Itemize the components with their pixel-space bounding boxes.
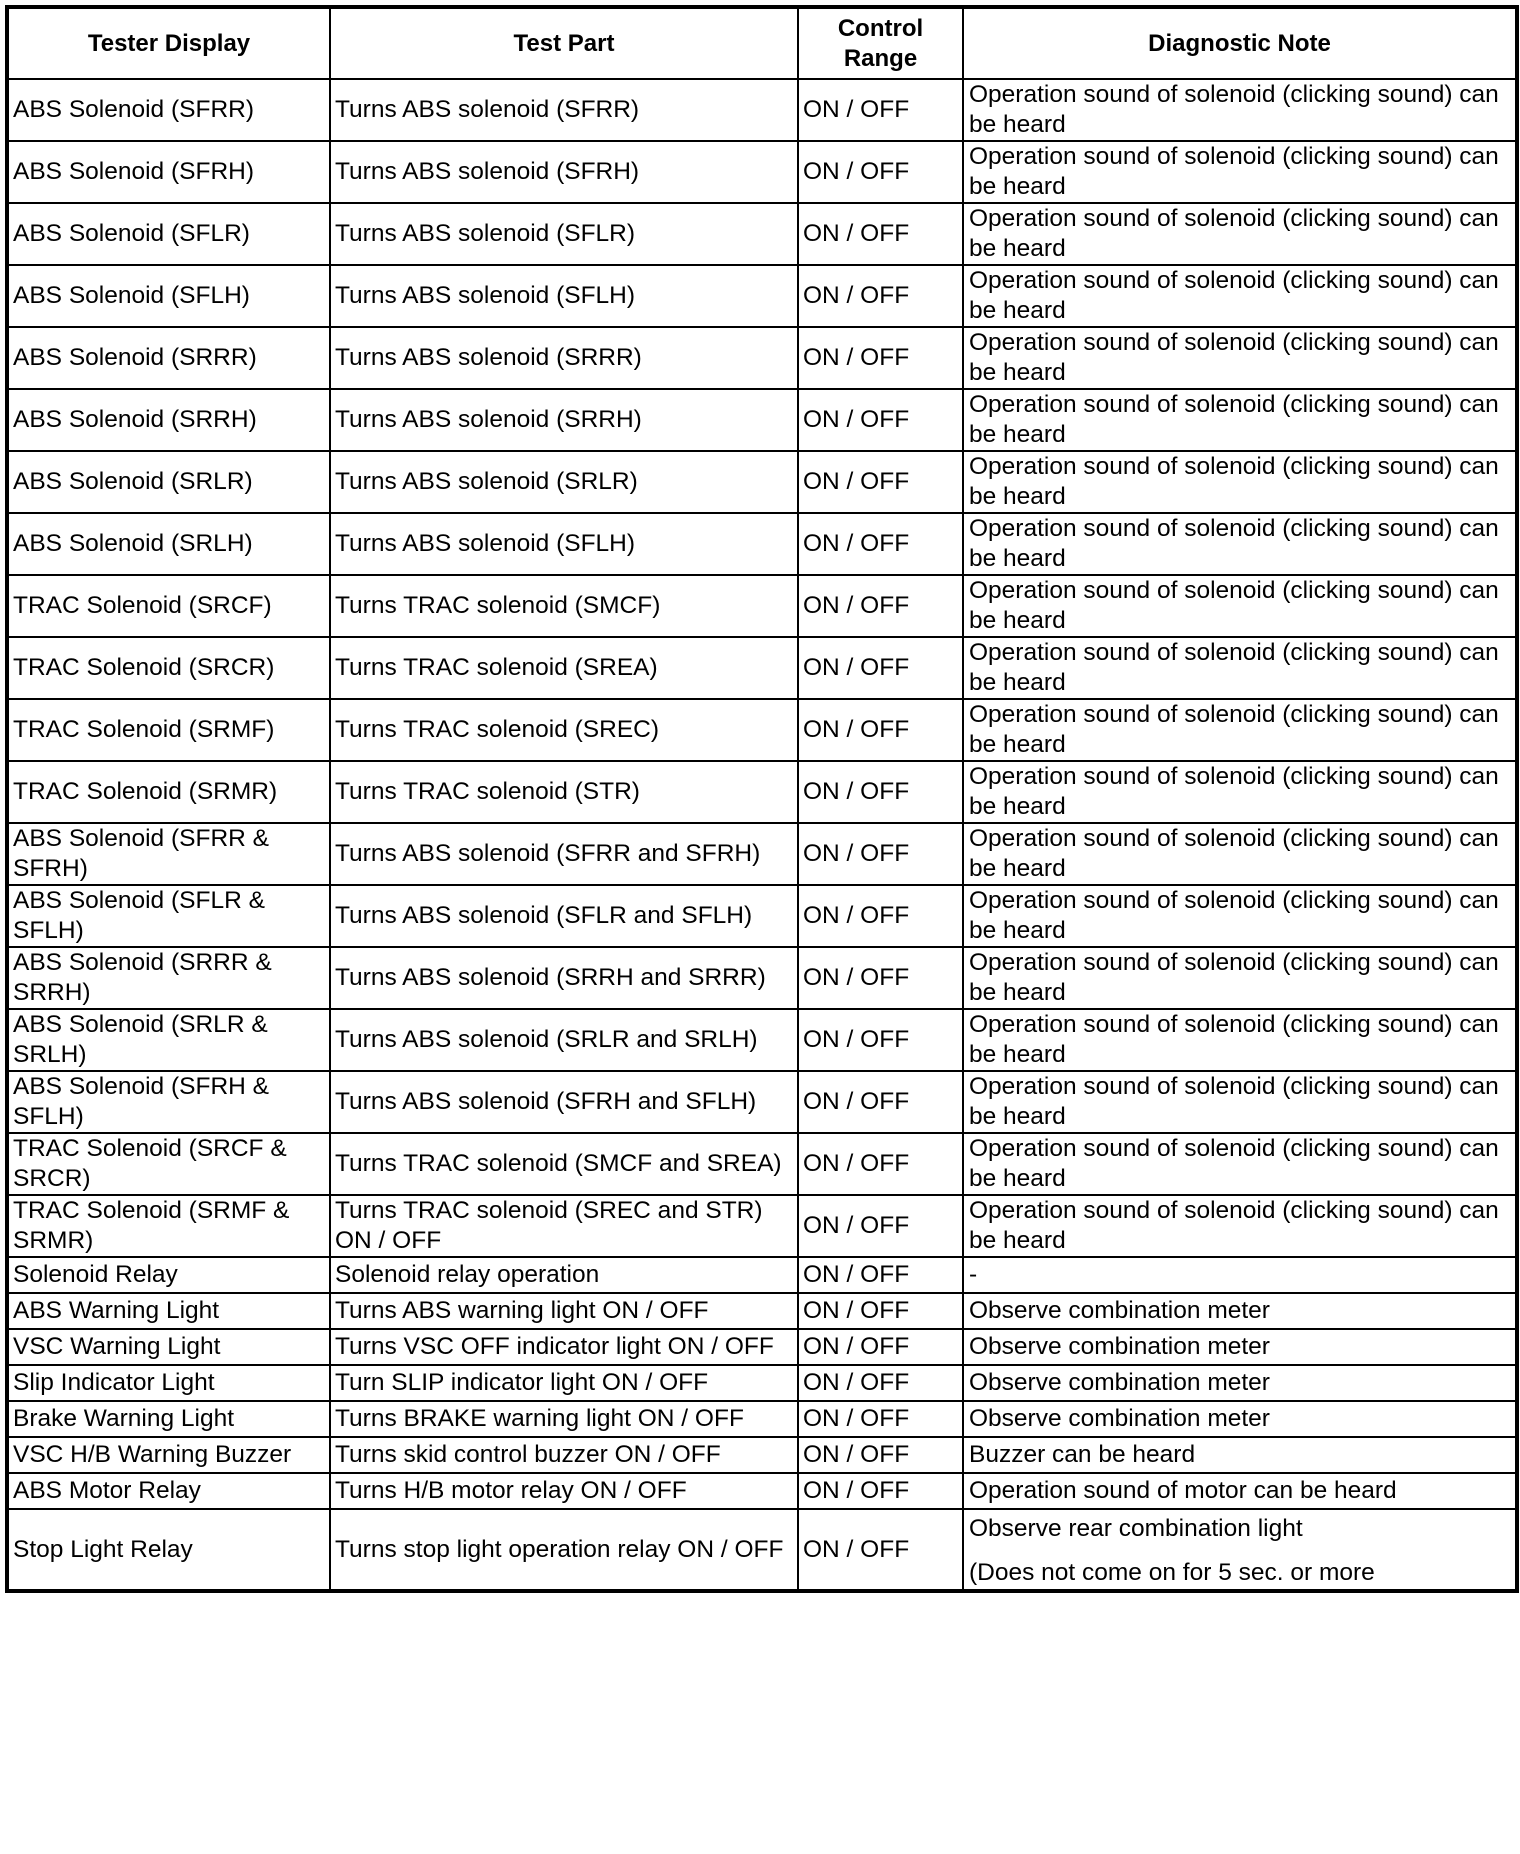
cell-diagnostic-note: Observe combination meter (963, 1365, 1517, 1401)
cell-control-range: ON / OFF (798, 141, 963, 203)
cell-test-part: Turns stop light operation relay ON / OFF (330, 1509, 798, 1591)
cell-tester-display: TRAC Solenoid (SRMF & SRMR) (7, 1195, 330, 1257)
cell-tester-display: VSC Warning Light (7, 1329, 330, 1365)
cell-diagnostic-note: Operation sound of solenoid (clicking sound) can be heard (963, 389, 1517, 451)
cell-control-range: ON / OFF (798, 823, 963, 885)
cell-tester-display: ABS Motor Relay (7, 1473, 330, 1509)
cell-tester-display: Brake Warning Light (7, 1401, 330, 1437)
cell-control-range: ON / OFF (798, 575, 963, 637)
cell-control-range: ON / OFF (798, 1473, 963, 1509)
cell-control-range: ON / OFF (798, 1071, 963, 1133)
header-row (7, 7, 1517, 79)
cell-test-part: Turns ABS solenoid (SRLR and SRLH) (330, 1009, 798, 1071)
cell-diagnostic-note: Operation sound of solenoid (clicking sound) can be heard (963, 203, 1517, 265)
cell-tester-display: TRAC Solenoid (SRMF) (7, 699, 330, 761)
table-row (7, 141, 1517, 203)
cell-test-part: Turns ABS solenoid (SRRH) (330, 389, 798, 451)
cell-test-part: Turns BRAKE warning light ON / OFF (330, 1401, 798, 1437)
cell-tester-display: ABS Solenoid (SRRR & SRRH) (7, 947, 330, 1009)
cell-tester-display: ABS Solenoid (SFLR & SFLH) (7, 885, 330, 947)
cell-test-part: Turns ABS solenoid (SFLR) (330, 203, 798, 265)
cell-tester-display: TRAC Solenoid (SRCR) (7, 637, 330, 699)
table-row (7, 389, 1517, 451)
table-row (7, 1365, 1517, 1401)
cell-test-part: Turns ABS solenoid (SFLH) (330, 265, 798, 327)
cell-control-range: ON / OFF (798, 1509, 963, 1591)
cell-test-part: Turns ABS warning light ON / OFF (330, 1293, 798, 1329)
cell-diagnostic-note: Operation sound of solenoid (clicking sound) can be heard (963, 1133, 1517, 1195)
cell-tester-display: ABS Solenoid (SRRH) (7, 389, 330, 451)
cell-test-part: Turns TRAC solenoid (SREC) (330, 699, 798, 761)
cell-diagnostic-note: Operation sound of solenoid (clicking sound) can be heard (963, 637, 1517, 699)
cell-diagnostic-note: Observe combination meter (963, 1329, 1517, 1365)
cell-control-range: ON / OFF (798, 1195, 963, 1257)
cell-test-part: Turns skid control buzzer ON / OFF (330, 1437, 798, 1473)
cell-test-part: Turns ABS solenoid (SRLR) (330, 451, 798, 513)
cell-tester-display: ABS Solenoid (SRLR) (7, 451, 330, 513)
cell-control-range: ON / OFF (798, 1401, 963, 1437)
table-row (7, 947, 1517, 1009)
cell-test-part: Turns ABS solenoid (SFLH) (330, 513, 798, 575)
cell-control-range: ON / OFF (798, 1009, 963, 1071)
active-test-table (5, 5, 1519, 1593)
cell-tester-display: ABS Solenoid (SFRR & SFRH) (7, 823, 330, 885)
table-row (7, 203, 1517, 265)
cell-diagnostic-note: Operation sound of solenoid (clicking sound) can be heard (963, 79, 1517, 141)
cell-tester-display: ABS Solenoid (SRLR & SRLH) (7, 1009, 330, 1071)
cell-test-part: Turns H/B motor relay ON / OFF (330, 1473, 798, 1509)
cell-tester-display: ABS Solenoid (SRRR) (7, 327, 330, 389)
header-test-part: Test Part (330, 7, 798, 79)
cell-diagnostic-note: Operation sound of solenoid (clicking sound) can be heard (963, 575, 1517, 637)
cell-diagnostic-note: Operation sound of solenoid (clicking sound) can be heard (963, 265, 1517, 327)
table-row (7, 1195, 1517, 1257)
table-row (7, 1401, 1517, 1437)
cell-diagnostic-note: - (963, 1257, 1517, 1293)
cell-diagnostic-note: Operation sound of solenoid (clicking sound) can be heard (963, 947, 1517, 1009)
cell-test-part: Turns ABS solenoid (SFRR and SFRH) (330, 823, 798, 885)
table-row (7, 265, 1517, 327)
table-row (7, 1257, 1517, 1293)
cell-control-range: ON / OFF (798, 699, 963, 761)
table-row (7, 1473, 1517, 1509)
cell-control-range: ON / OFF (798, 947, 963, 1009)
cell-diagnostic-note: Operation sound of solenoid (clicking sound) can be heard (963, 885, 1517, 947)
cell-test-part: Turns ABS solenoid (SFLR and SFLH) (330, 885, 798, 947)
header-control-range (798, 7, 963, 79)
diagnostic-table-sheet (5, 5, 1519, 1593)
table-row (7, 1071, 1517, 1133)
header-tester-display: Tester Display (7, 7, 330, 79)
cell-control-range: ON / OFF (798, 451, 963, 513)
cell-test-part: Turns TRAC solenoid (SMCF and SREA) (330, 1133, 798, 1195)
cell-test-part: Turns ABS solenoid (SFRH) (330, 141, 798, 203)
cell-control-range: ON / OFF (798, 1133, 963, 1195)
cell-tester-display: Solenoid Relay (7, 1257, 330, 1293)
cell-control-range: ON / OFF (798, 513, 963, 575)
cell-control-range: ON / OFF (798, 203, 963, 265)
cell-tester-display: Stop Light Relay (7, 1509, 330, 1591)
cell-diagnostic-note: Operation sound of solenoid (clicking sound) can be heard (963, 513, 1517, 575)
table-row (7, 1329, 1517, 1365)
cell-control-range: ON / OFF (798, 1293, 963, 1329)
cell-control-range: ON / OFF (798, 327, 963, 389)
table-row (7, 451, 1517, 513)
header-diagnostic-note: Diagnostic Note (963, 7, 1517, 79)
cell-control-range: ON / OFF (798, 79, 963, 141)
table-row (7, 1437, 1517, 1473)
cell-tester-display: ABS Solenoid (SFRR) (7, 79, 330, 141)
cell-test-part: Turns ABS solenoid (SRRR) (330, 327, 798, 389)
cell-tester-display: VSC H/B Warning Buzzer (7, 1437, 330, 1473)
cell-tester-display: TRAC Solenoid (SRCF & SRCR) (7, 1133, 330, 1195)
cell-test-part: Turn SLIP indicator light ON / OFF (330, 1365, 798, 1401)
cell-diagnostic-note: Observe combination meter (963, 1401, 1517, 1437)
cell-test-part: Turns TRAC solenoid (SREC and STR) ON / OFF (330, 1195, 798, 1257)
table-body (7, 79, 1517, 1591)
cell-test-part: Turns TRAC solenoid (STR) (330, 761, 798, 823)
cell-tester-display: ABS Solenoid (SFRH & SFLH) (7, 1071, 330, 1133)
header-control-range-label: Control Range (837, 14, 924, 72)
cell-tester-display: TRAC Solenoid (SRCF) (7, 575, 330, 637)
cell-tester-display: TRAC Solenoid (SRMR) (7, 761, 330, 823)
note-line-secondary: (Does not come on for 5 sec. or more (969, 1559, 1375, 1586)
table-row (7, 513, 1517, 575)
cell-diagnostic-note: Observe combination meter (963, 1293, 1517, 1329)
cell-diagnostic-note: Operation sound of solenoid (clicking sound) can be heard (963, 699, 1517, 761)
table-row (7, 823, 1517, 885)
cell-control-range: ON / OFF (798, 1365, 963, 1401)
cell-test-part: Turns ABS solenoid (SFRH and SFLH) (330, 1071, 798, 1133)
cell-test-part: Turns VSC OFF indicator light ON / OFF (330, 1329, 798, 1365)
cell-diagnostic-note: Buzzer can be heard (963, 1437, 1517, 1473)
cell-diagnostic-note: Operation sound of solenoid (clicking sound) can be heard (963, 141, 1517, 203)
table-row (7, 1509, 1517, 1591)
cell-test-part: Turns TRAC solenoid (SMCF) (330, 575, 798, 637)
cell-tester-display: ABS Solenoid (SFLH) (7, 265, 330, 327)
table-row (7, 79, 1517, 141)
cell-diagnostic-note: Operation sound of solenoid (clicking sound) can be heard (963, 761, 1517, 823)
table-row (7, 1133, 1517, 1195)
cell-test-part: Turns ABS solenoid (SFRR) (330, 79, 798, 141)
cell-control-range: ON / OFF (798, 885, 963, 947)
table-row (7, 761, 1517, 823)
cell-diagnostic-note: Operation sound of motor can be heard (963, 1473, 1517, 1509)
table-row (7, 885, 1517, 947)
cell-tester-display: ABS Solenoid (SRLH) (7, 513, 330, 575)
cell-diagnostic-note: Operation sound of solenoid (clicking sound) can be heard (963, 451, 1517, 513)
cell-tester-display: ABS Solenoid (SFLR) (7, 203, 330, 265)
cell-diagnostic-note: Operation sound of solenoid (clicking sound) can be heard (963, 823, 1517, 885)
cell-control-range: ON / OFF (798, 761, 963, 823)
cell-diagnostic-note: Operation sound of solenoid (clicking sound) can be heard (963, 1009, 1517, 1071)
cell-control-range: ON / OFF (798, 265, 963, 327)
table-row (7, 327, 1517, 389)
note-line: Observe rear combination light (969, 1515, 1303, 1542)
cell-diagnostic-note: Operation sound of solenoid (clicking sound) can be heard (963, 1071, 1517, 1133)
cell-control-range: ON / OFF (798, 1329, 963, 1365)
cell-control-range: ON / OFF (798, 1257, 963, 1293)
cell-tester-display: ABS Solenoid (SFRH) (7, 141, 330, 203)
table-row (7, 1293, 1517, 1329)
table-row (7, 637, 1517, 699)
cell-tester-display: Slip Indicator Light (7, 1365, 330, 1401)
cell-test-part: Turns ABS solenoid (SRRH and SRRR) (330, 947, 798, 1009)
table-row (7, 1009, 1517, 1071)
cell-tester-display: ABS Warning Light (7, 1293, 330, 1329)
table-row (7, 575, 1517, 637)
cell-control-range: ON / OFF (798, 637, 963, 699)
cell-diagnostic-note (963, 1509, 1517, 1591)
cell-diagnostic-note: Operation sound of solenoid (clicking sound) can be heard (963, 327, 1517, 389)
cell-diagnostic-note: Operation sound of solenoid (clicking sound) can be heard (963, 1195, 1517, 1257)
table-row (7, 699, 1517, 761)
cell-test-part: Turns TRAC solenoid (SREA) (330, 637, 798, 699)
cell-control-range: ON / OFF (798, 389, 963, 451)
cell-test-part: Solenoid relay operation (330, 1257, 798, 1293)
cell-control-range: ON / OFF (798, 1437, 963, 1473)
